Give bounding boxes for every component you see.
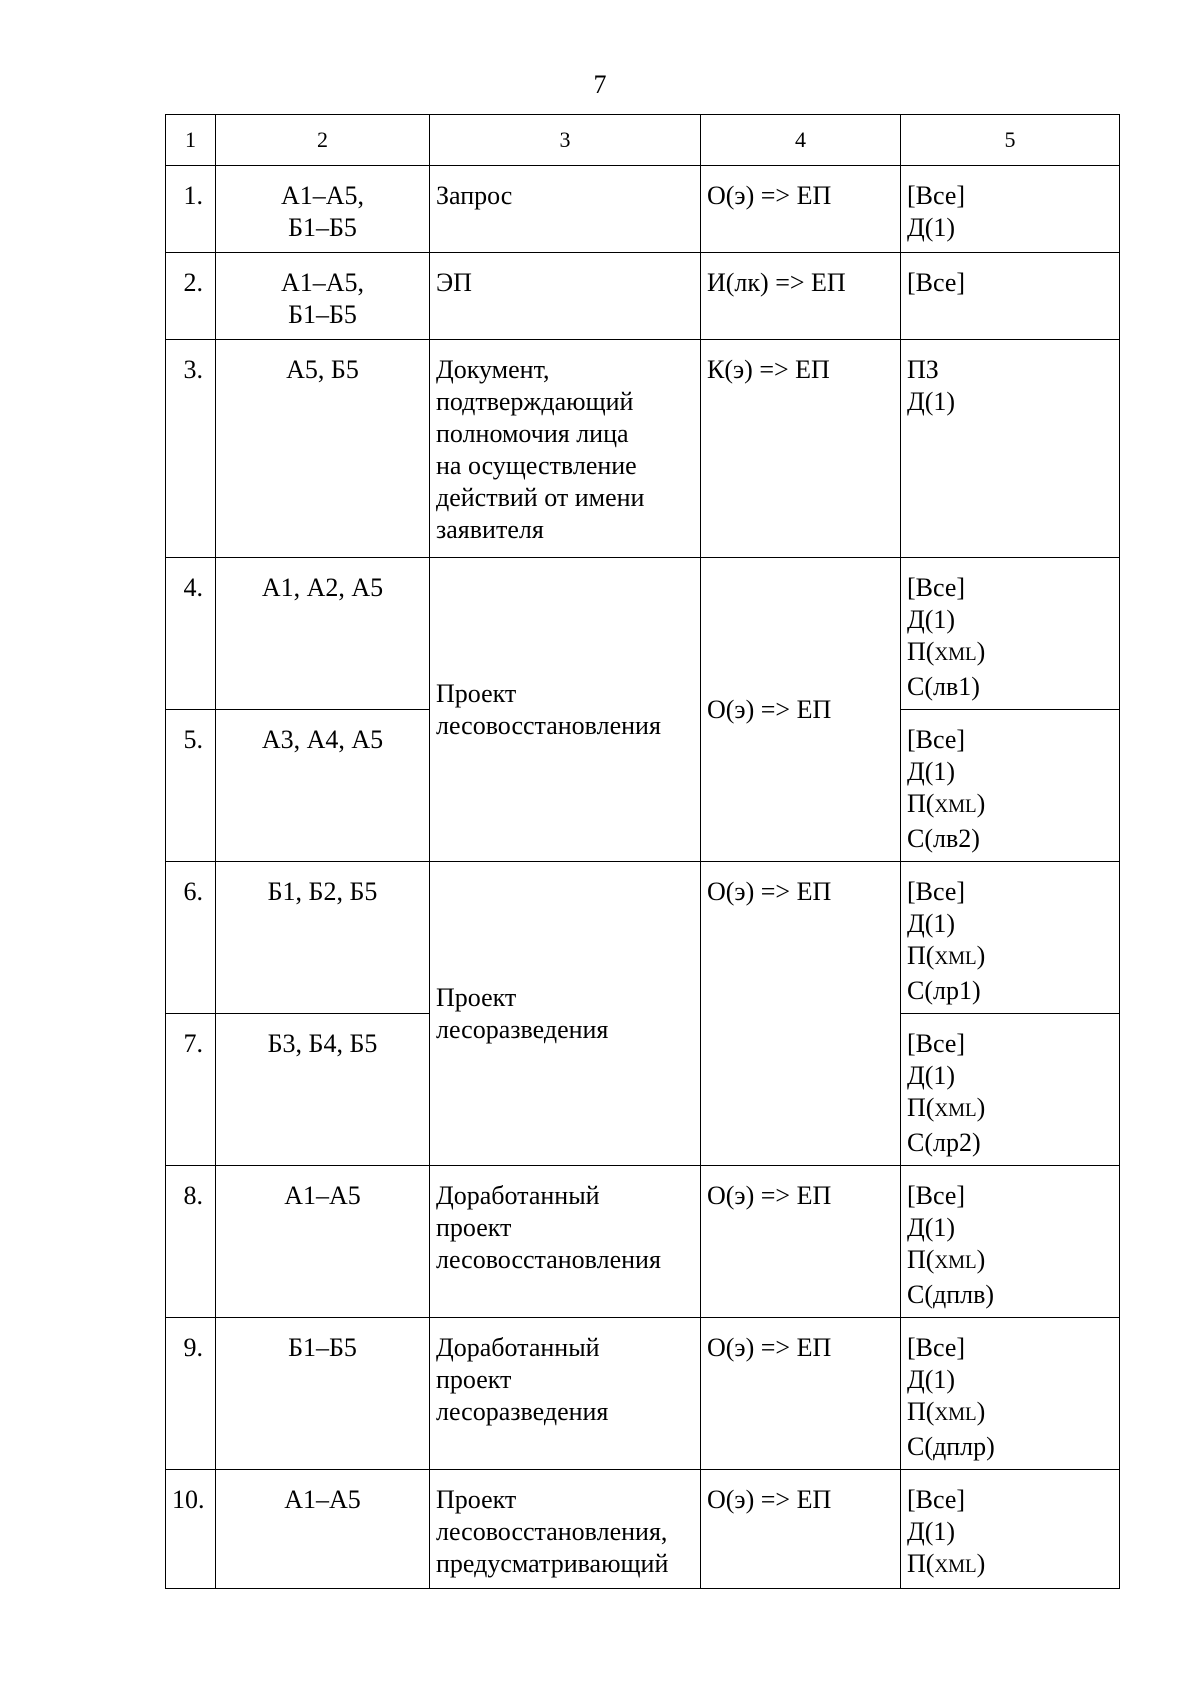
requirement: С(лр2): [907, 1128, 981, 1157]
requirement-prefix: П(: [907, 1093, 935, 1122]
document-name: действий от имени: [436, 483, 645, 512]
document-cell: [430, 166, 701, 253]
document-name: заявителя: [436, 515, 544, 544]
requirement-suffix: ): [976, 1397, 986, 1426]
header-cell: 1: [166, 115, 216, 166]
document-cell: [430, 862, 701, 1166]
applicant-groups-cell: [216, 710, 430, 862]
requirement-prefix: П(: [907, 1397, 935, 1426]
requirements-cell: [901, 1166, 1120, 1318]
table-row: [166, 1166, 1120, 1318]
requirement-prefix: П(: [907, 637, 935, 666]
requirement: [Все]: [907, 181, 966, 210]
document-name: лесовосстановления,: [436, 1517, 668, 1546]
applicant-groups-cell: [216, 558, 430, 710]
document-name: лесоразведения: [436, 1014, 609, 1044]
applicant-groups-cell: [216, 1470, 430, 1589]
applicant-groups: А1–А5,: [280, 268, 365, 297]
requirements-cell: [901, 166, 1120, 253]
table-header-row: [166, 115, 1120, 166]
document-name: Доработанный: [436, 1333, 600, 1362]
applicant-groups: А3, А4, А5: [261, 725, 384, 754]
applicant-groups: А1–А5,: [280, 181, 365, 210]
requirement: Д(1): [907, 605, 956, 634]
submission-form: О(э) => ЕП: [701, 558, 901, 862]
applicant-groups-cell: [216, 1014, 430, 1166]
document-name: Проект: [436, 678, 517, 708]
row-number: 7.: [166, 1014, 216, 1166]
requirement: [907, 940, 1113, 975]
requirement: [907, 1244, 1113, 1279]
requirement: [Все]: [907, 725, 966, 754]
requirement-prefix: П(: [907, 1245, 935, 1274]
submission-form: О(э) => ЕП: [701, 166, 901, 253]
document-cell: [430, 1166, 701, 1318]
requirement: [907, 636, 1113, 671]
applicant-groups-cell: [216, 862, 430, 1014]
requirement: Д(1): [907, 1213, 956, 1242]
requirement: Д(1): [907, 909, 956, 938]
requirements-cell: [901, 862, 1120, 1014]
requirement: [Все]: [907, 573, 966, 602]
applicant-groups: А1, А2, А5: [261, 573, 384, 602]
document-name: проект: [436, 1365, 512, 1394]
header-cell: 5: [901, 115, 1120, 166]
row-number: 1.: [166, 166, 216, 253]
requirement-suffix: ): [976, 1549, 986, 1578]
document-name: Проект: [436, 1485, 517, 1514]
applicant-groups-cell: [216, 340, 430, 558]
row-number: 10.: [166, 1470, 216, 1589]
requirements-cell: [901, 1318, 1120, 1470]
requirement: [Все]: [907, 1029, 966, 1058]
applicant-groups: Б1–Б5: [288, 213, 357, 242]
requirement: С(дплв): [907, 1280, 995, 1309]
header-cell: 3: [430, 115, 701, 166]
requirement: Д(1): [907, 1365, 956, 1394]
applicant-groups: Б1–Б5: [288, 300, 357, 329]
requirement-suffix: ): [976, 637, 986, 666]
document-cell: [430, 1318, 701, 1470]
requirements-cell: [901, 710, 1120, 862]
requirement: С(дплр): [907, 1432, 995, 1461]
requirement: [907, 1548, 1113, 1583]
requirement-format: XML: [934, 796, 977, 817]
document-cell: [430, 253, 701, 340]
requirement: [907, 1396, 1113, 1431]
applicant-groups: А1–А5: [284, 1485, 361, 1514]
requirement: [Все]: [907, 268, 966, 297]
applicant-groups-cell: [216, 253, 430, 340]
row-number: 3.: [166, 340, 216, 558]
document-name: полномочия лица: [436, 419, 629, 448]
requirement: [907, 788, 1113, 823]
document-name: лесовосстановления: [436, 710, 661, 740]
applicant-groups: Б1, Б2, Б5: [267, 877, 378, 906]
requirement-format: XML: [934, 1100, 977, 1121]
document-name: ЭП: [436, 268, 472, 297]
page-number: 7: [593, 70, 607, 99]
requirement: [Все]: [907, 1333, 966, 1362]
header-cell: 2: [216, 115, 430, 166]
requirement: [Все]: [907, 1485, 966, 1514]
submission-form: О(э) => ЕП: [701, 1166, 901, 1318]
row-number: 5.: [166, 710, 216, 862]
table-row: [166, 558, 1120, 710]
requirement: ПЗ: [907, 355, 939, 384]
requirements-cell: [901, 558, 1120, 710]
applicant-groups-cell: [216, 1166, 430, 1318]
applicant-groups: Б3, Б4, Б5: [267, 1029, 378, 1058]
requirement-suffix: ): [976, 1093, 986, 1122]
table-row: [166, 1470, 1120, 1589]
document-cell: [430, 340, 701, 558]
applicant-groups: А5, Б5: [286, 355, 359, 384]
applicant-groups: А1–А5: [284, 1181, 361, 1210]
requirement-prefix: П(: [907, 941, 935, 970]
submission-form: К(э) => ЕП: [701, 340, 901, 558]
submission-form: О(э) => ЕП: [701, 1470, 901, 1589]
applicant-groups-cell: [216, 166, 430, 253]
requirement-format: XML: [934, 1252, 977, 1273]
submission-form: И(лк) => ЕП: [701, 253, 901, 340]
document-name: лесоразведения: [436, 1397, 609, 1426]
requirement: Д(1): [907, 1061, 956, 1090]
requirement-prefix: П(: [907, 1549, 935, 1578]
row-number: 8.: [166, 1166, 216, 1318]
document-name: Проект: [436, 982, 517, 1012]
table-row: [166, 862, 1120, 1014]
requirement: Д(1): [907, 1517, 956, 1546]
document-cell: [430, 558, 701, 862]
requirement-suffix: ): [976, 789, 986, 818]
document-name: проект: [436, 1213, 512, 1242]
document-name: предусматривающий: [436, 1549, 669, 1578]
requirement: Д(1): [907, 387, 956, 416]
row-number: 4.: [166, 558, 216, 710]
requirement-prefix: П(: [907, 789, 935, 818]
requirement-format: XML: [934, 948, 977, 969]
requirements-cell: [901, 340, 1120, 558]
requirement-suffix: ): [976, 1245, 986, 1274]
requirement-format: XML: [934, 1556, 977, 1577]
requirements-cell: [901, 1470, 1120, 1589]
requirement: С(лв2): [907, 824, 980, 853]
table-row: [166, 340, 1120, 558]
requirement: [Все]: [907, 877, 966, 906]
requirement: [907, 1092, 1113, 1127]
requirement-format: XML: [934, 1404, 977, 1425]
requirement: Д(1): [907, 757, 956, 786]
requirement: Д(1): [907, 213, 956, 242]
document-cell: [430, 1470, 701, 1589]
requirements-table: [165, 114, 1120, 1589]
document-name: Документ,: [436, 355, 550, 384]
requirement: С(лв1): [907, 672, 980, 701]
submission-form: О(э) => ЕП: [701, 1318, 901, 1470]
row-number: 9.: [166, 1318, 216, 1470]
row-number: 2.: [166, 253, 216, 340]
document-name: лесовосстановления: [436, 1245, 661, 1274]
document-name: Доработанный: [436, 1181, 600, 1210]
requirement: [Все]: [907, 1181, 966, 1210]
row-number: 6.: [166, 862, 216, 1014]
document-name: на осуществление: [436, 451, 637, 480]
table-row: [166, 166, 1120, 253]
requirements-cell: [901, 1014, 1120, 1166]
header-cell: 4: [701, 115, 901, 166]
requirement-format: XML: [934, 644, 977, 665]
table-row: [166, 253, 1120, 340]
document-name: подтверждающий: [436, 387, 634, 416]
submission-form: О(э) => ЕП: [701, 862, 901, 1166]
requirement-suffix: ): [976, 941, 986, 970]
applicant-groups-cell: [216, 1318, 430, 1470]
applicant-groups: Б1–Б5: [288, 1333, 357, 1362]
document-name: Запрос: [436, 181, 513, 210]
table-row: [166, 1318, 1120, 1470]
requirement: С(лр1): [907, 976, 981, 1005]
requirements-cell: [901, 253, 1120, 340]
